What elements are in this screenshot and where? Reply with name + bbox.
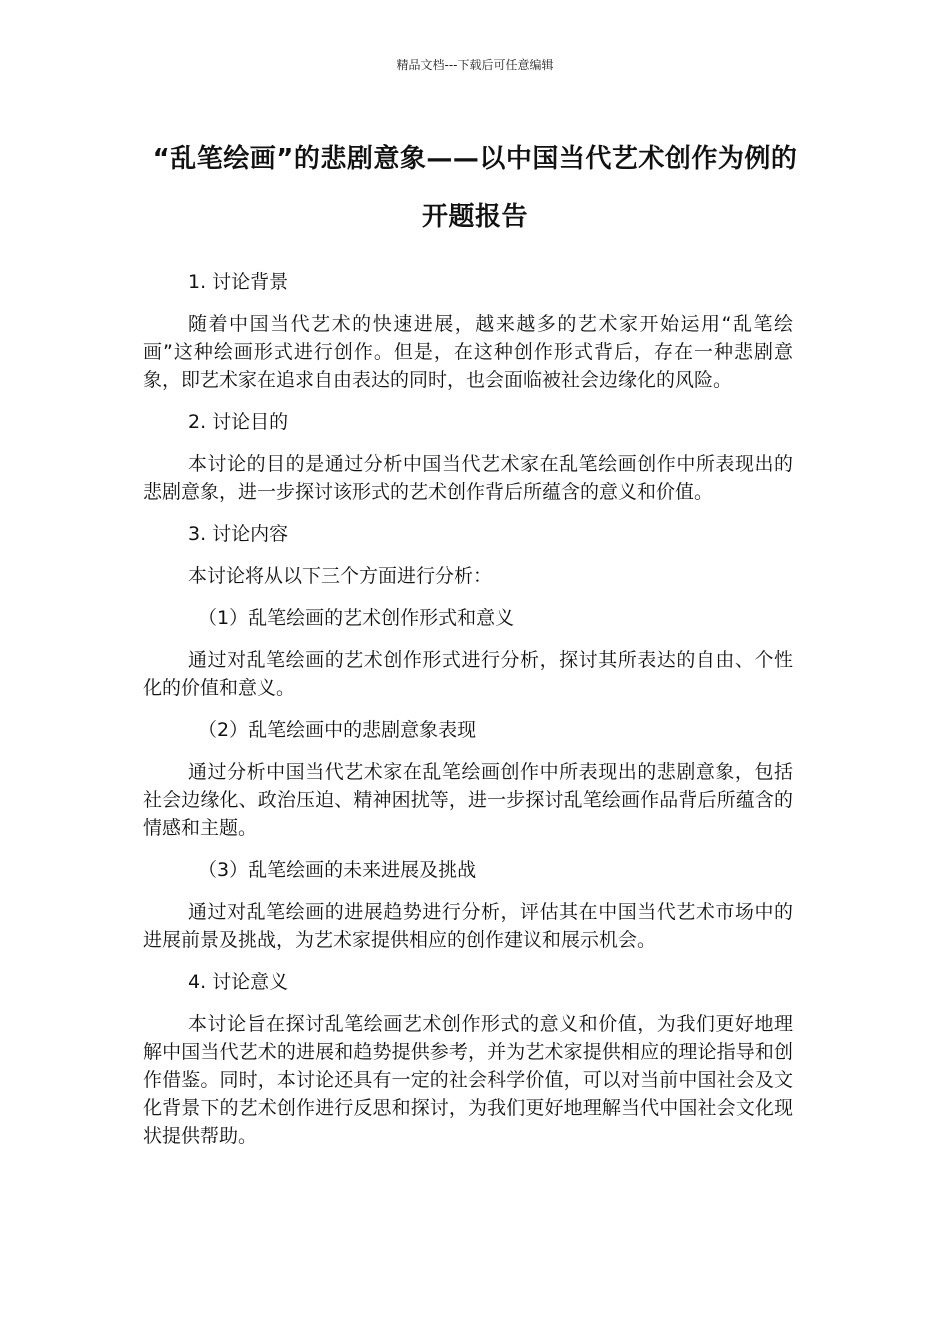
section-3-paragraph-2: 通过分析中国当代艺术家在乱笔绘画创作中所表现出的悲剧意象，包括社会边缘化、政治压迫、精神困扰等，进一步探讨乱笔绘画作品背后所蕴含的情感和主题。 [143,761,793,839]
section-2-heading: 2. 讨论目的 [188,411,289,433]
section-4-paragraph: 本讨论旨在探讨乱笔绘画艺术创作形式的意义和价值，为我们更好地理解中国当代艺术的进展和趋势提供参考，并为艺术家提供相应的理论指导和创作借鉴。同时，本讨论还具有一定的社会科学价值，可以对当前中国社会及文化背景下的艺术创作进行反思和探讨，为我们更好地理解当代中国社会文化现状提供帮助。 [143,1013,793,1147]
document-title: “乱笔绘画”的悲剧意象——以中国当代艺术创作为例的开题报告 [152,144,798,232]
section-3-subheading-3: （3）乱笔绘画的未来进展及挑战 [198,859,477,881]
section-2-paragraph: 本讨论的目的是通过分析中国当代艺术家在乱笔绘画创作中所表现出的悲剧意象，进一步探讨该形式的艺术创作背后所蕴含的意义和价值。 [143,453,793,503]
section-3-paragraph-1: 通过对乱笔绘画的艺术创作形式进行分析，探讨其所表达的自由、个性化的价值和意义。 [143,649,793,699]
section-3-intro: 本讨论将从以下三个方面进行分析： [188,565,493,587]
section-3-subheading-2: （2）乱笔绘画中的悲剧意象表现 [198,719,477,741]
section-3-heading: 3. 讨论内容 [188,523,289,545]
section-4-heading: 4. 讨论意义 [188,971,289,993]
section-3-subheading-1: （1）乱笔绘画的艺术创作形式和意义 [198,607,515,629]
section-1-paragraph: 随着中国当代艺术的快速进展，越来越多的艺术家开始运用“乱笔绘画”这种绘画形式进行创作。但是，在这种创作形式背后，存在一种悲剧意象，即艺术家在追求自由表达的同时，也会面临被社会边缘化的风险。 [143,313,793,391]
section-1-heading: 1. 讨论背景 [188,271,289,293]
section-3-paragraph-3: 通过对乱笔绘画的进展趋势进行分析，评估其在中国当代艺术市场中的进展前景及挑战，为艺术家提供相应的创作建议和展示机会。 [143,901,793,951]
page-header: 精品文档---下载后可任意编辑 [396,58,554,72]
document-body [143,268,793,1164]
